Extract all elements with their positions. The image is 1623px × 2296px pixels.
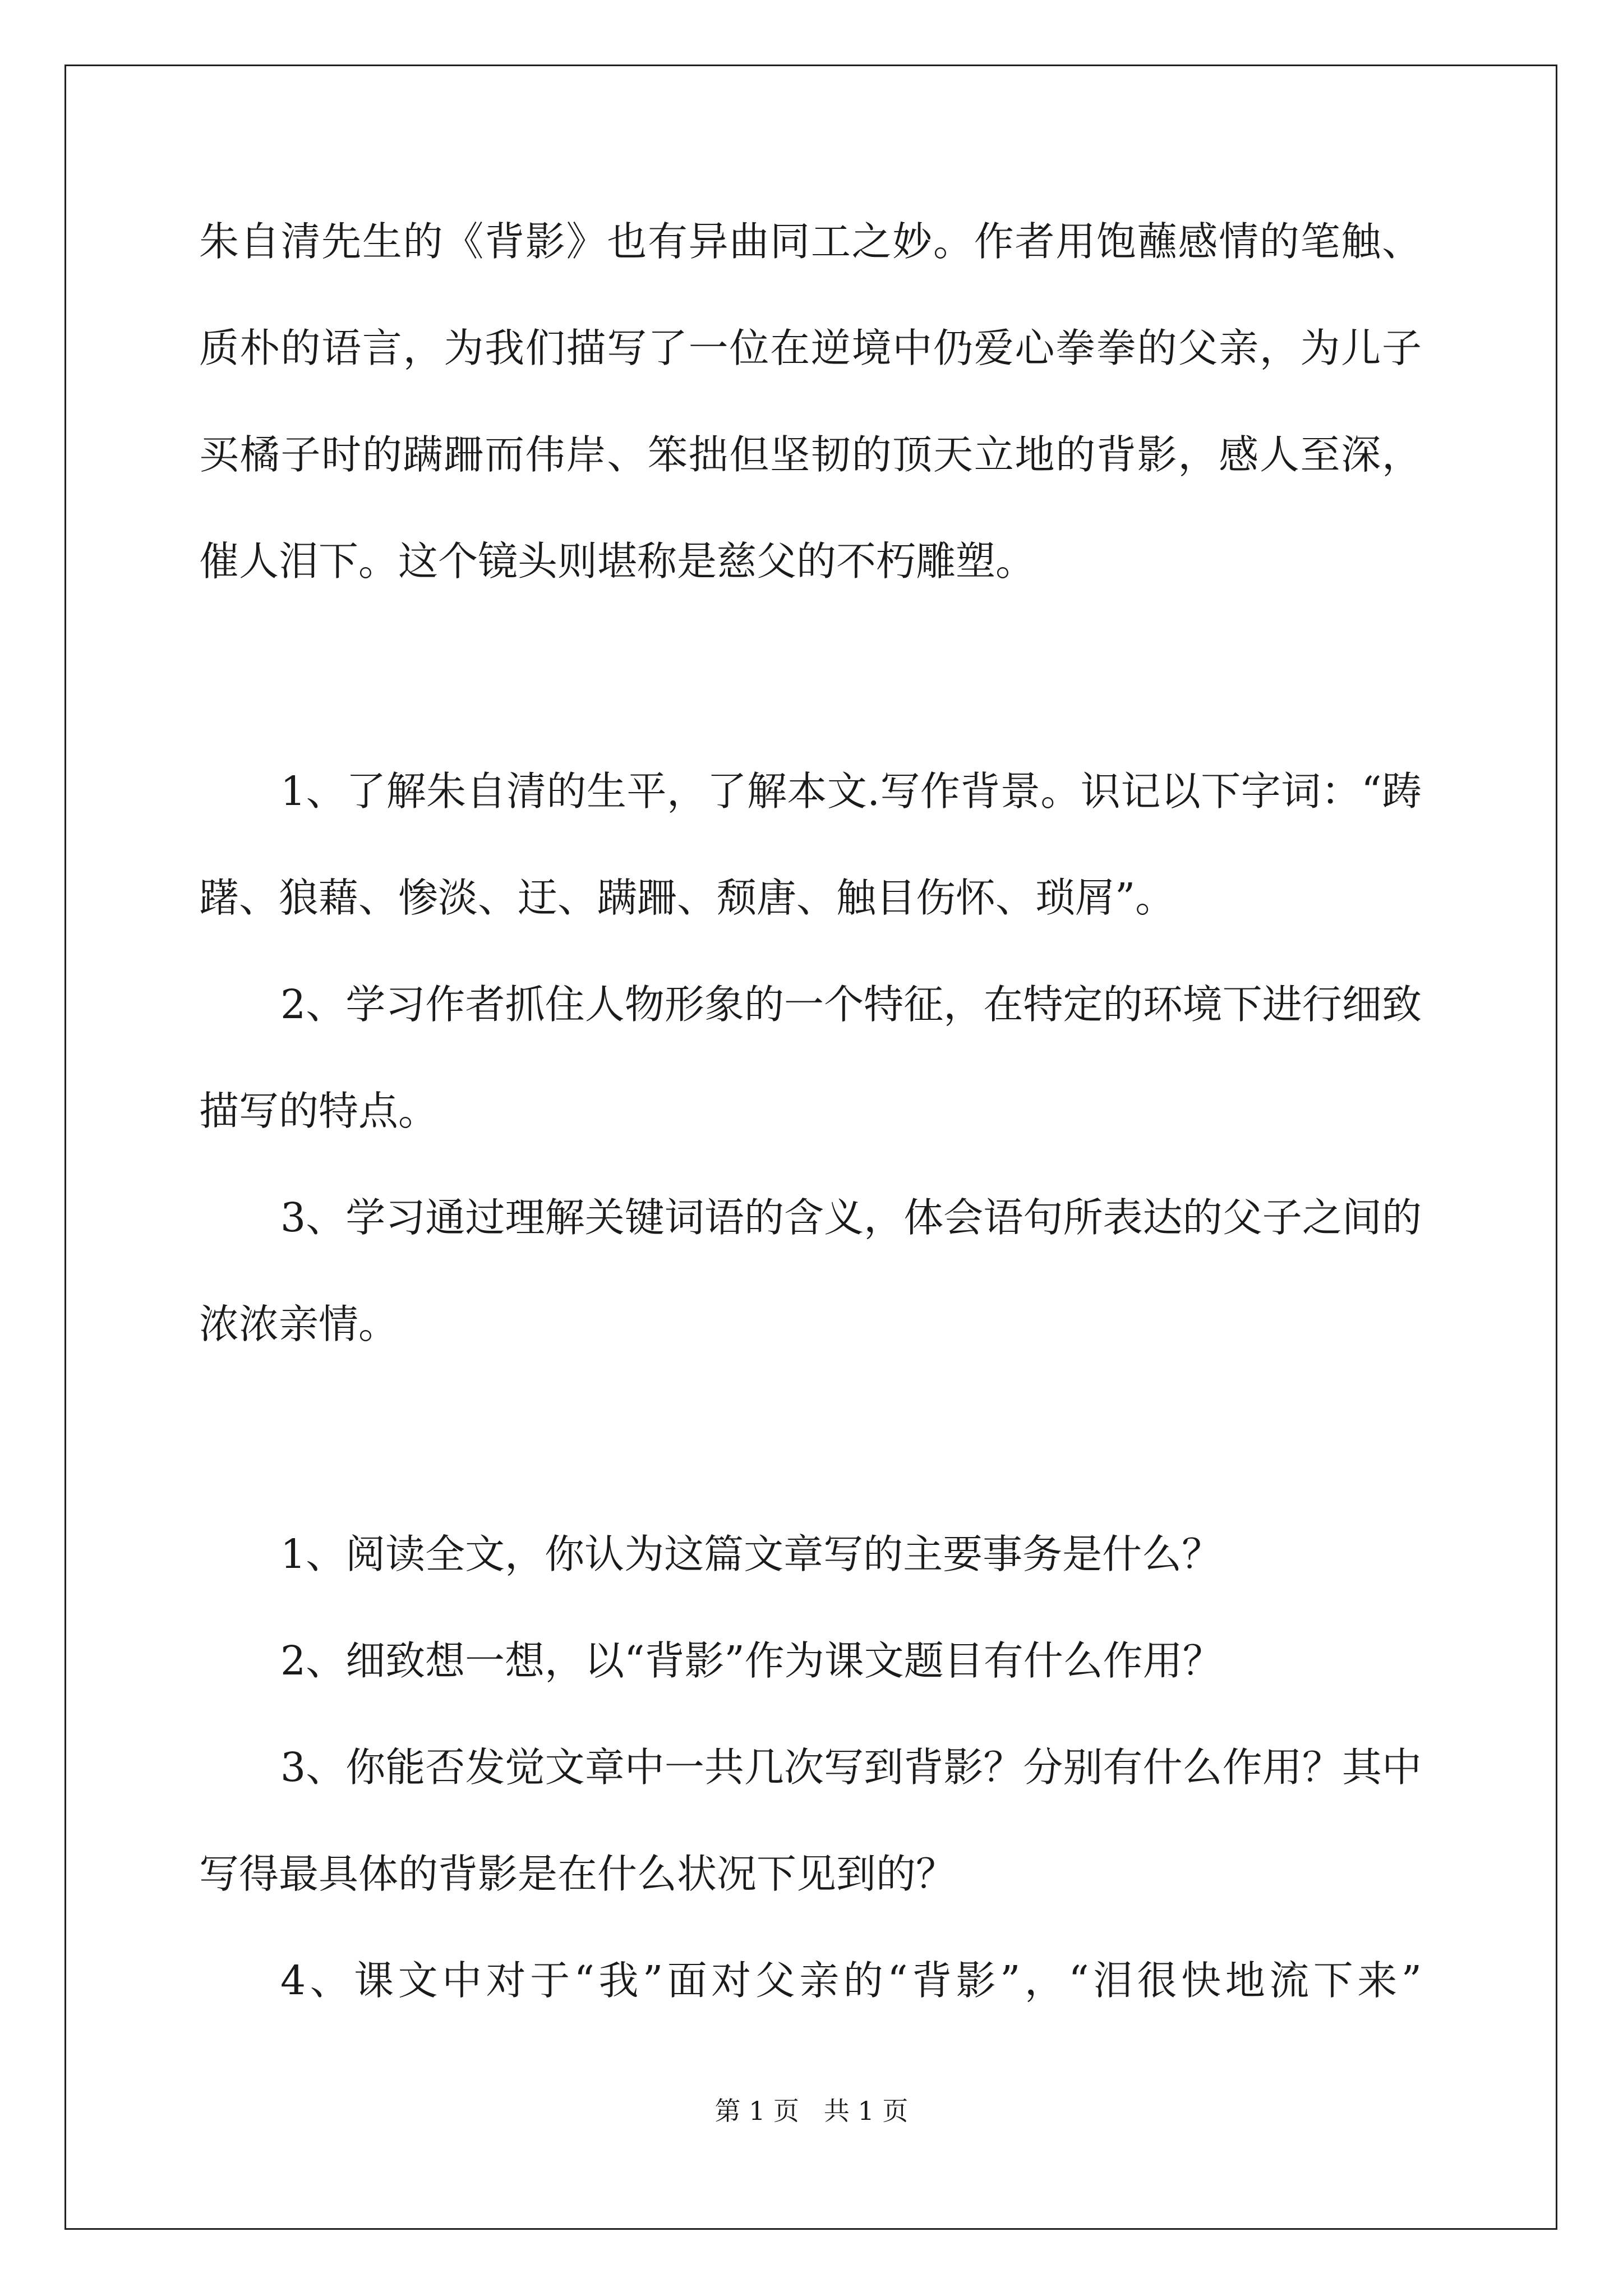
- text-line: 3、学习通过理解关键词语的含义，体会语句所表达的父子之间的: [280, 1198, 1422, 1241]
- text-line: 催人泪下。这个镜头则堪称是慈父的不朽雕塑。: [199, 538, 1036, 585]
- text-line: 躇、狼藉、惨淡、迂、蹒跚、颓唐、触目伤怀、琐屑”。: [199, 875, 1175, 921]
- text-line: 1、阅读全文，你认为这篇文章写的主要事务是什么？: [280, 1531, 1222, 1577]
- text-line: 浓浓亲情。: [199, 1301, 399, 1347]
- text-line: 朱自清先生的《背影》也有异曲同工之妙。作者用饱蘸感情的笔触、: [199, 222, 1422, 265]
- page-footer: 第 1 页 共 1 页: [714, 2096, 909, 2126]
- text-line: 买橘子时的蹒跚而伟岸、笨拙但坚韧的顶天立地的背影，感人至深，: [199, 435, 1422, 478]
- text-line: 2、细致想一想，以“背影”作为课文题目有什么作用？: [280, 1637, 1223, 1684]
- page-border: [64, 65, 1557, 2230]
- text-line: 2、学习作者抓住人物形象的一个特征，在特定的环境下进行细致: [280, 984, 1422, 1028]
- text-line: 描写的特点。: [199, 1088, 439, 1134]
- text-line: 质朴的语言，为我们描写了一位在逆境中仍爱心拳拳的父亲，为儿子: [199, 328, 1422, 371]
- text-line: 1、了解朱自清的生平，了解本文.写作背景。识记以下字词：“踌: [280, 771, 1422, 815]
- text-line: 写得最具体的背影是在什么状况下见到的？: [199, 1851, 956, 1897]
- text-line: 3、你能否发觉文章中一共几次写到背影？分别有什么作用？其中: [280, 1747, 1422, 1791]
- text-line: 4、课文中对于“我”面对父亲的“背影”，“泪很快地流下来”: [280, 1961, 1422, 2004]
